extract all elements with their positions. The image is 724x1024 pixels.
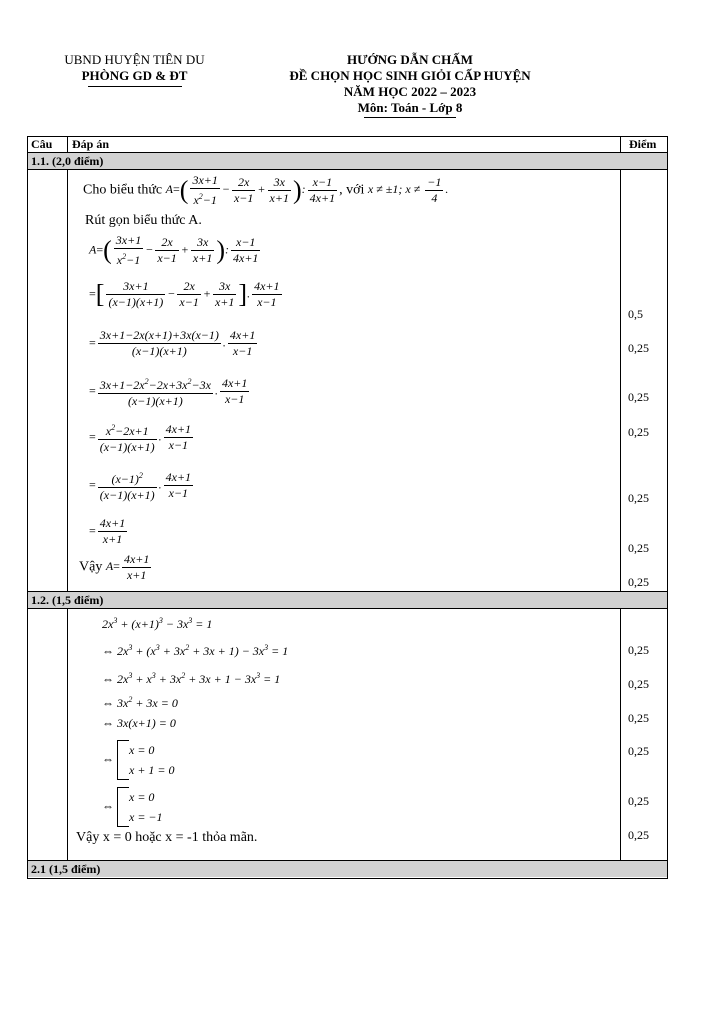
col-divider — [67, 169, 68, 592]
exam-name: ĐỀ CHỌN HỌC SINH GIỎI CẤP HUYỆN — [289, 68, 531, 83]
eq-step-1: $2x^3 + (x+1)^3 - 3x^3 = 1$ — [102, 616, 213, 631]
issuer-underline — [88, 86, 182, 87]
step-1-4: = $\frac{3x+1-2x^2-2x+3x^2-3x}{(x-1)(x+1)}$ . $\frac{4x+1}{x-1}$ — [89, 376, 248, 408]
step-1-7: = $\frac{4x+1}{x+1}$ — [89, 516, 126, 546]
eq-step-6: ⇔ x = 0 x + 1 = 0 — [102, 740, 175, 780]
issuer-block — [52, 52, 217, 87]
score: 0,25 — [628, 744, 649, 758]
col-divider — [620, 136, 621, 153]
step-1-1: A=( $\frac{3x+1}{x^2-1}$ − $\frac{2x}{x-1}$ + $\frac{3x}{x+1}$ ): $\frac{x-1}{4x+1}$ — [89, 233, 259, 267]
conclusion-expression: A= $\frac{4x+1}{x+1}$ — [105, 552, 150, 582]
score: 0,25 — [628, 575, 649, 589]
column-header-question: Câu — [31, 137, 53, 151]
step-1-2: =[ $\frac{3x+1}{(x-1)(x+1)}$ − $\frac{2x}{x-1}$ + $\frac{3x}{x+1}$ ]. $\frac{4x+1}{x-1}$ — [89, 279, 280, 309]
score: 0,25 — [628, 390, 649, 404]
step-1-5: = $\frac{x^2-2x+1}{(x-1)(x+1)}$ . $\frac{4x+1}{x-1}$ — [89, 422, 192, 454]
eq-step-3: ⇔ $2x^3 + x^3 + 3x^2 + 3x + 1 - 3x^3 = 1$ — [102, 671, 281, 686]
section-band-1-1 — [27, 153, 668, 169]
score: 0,25 — [628, 677, 649, 691]
column-header-answer: Đáp án — [72, 137, 110, 151]
score: 0,25 — [628, 794, 649, 808]
col-divider — [67, 136, 68, 153]
section-title: 2.1 (1,5 điểm) — [31, 862, 101, 876]
problem-statement — [83, 173, 448, 208]
condition-label: , với — [339, 182, 365, 198]
table-right-border — [667, 136, 668, 879]
section-title: 1.2. (1,5 điểm) — [31, 593, 104, 607]
table-top-border — [27, 136, 668, 137]
header-divider — [27, 152, 668, 153]
score: 0,25 — [628, 491, 649, 505]
subject-grade: Môn: Toán - Lớp 8 — [357, 100, 463, 115]
eq-step-5: ⇔ 3x(x+1) = 0 — [102, 716, 176, 730]
issuer-line-1: UBND HUYỆN TIÊN DU — [64, 52, 205, 67]
expression-a: A=( $\frac{3x+1}{x^2-1}$ − $\frac{2x}{x-1}$ + $\frac{3x}{x+1}$ ): $\frac{x-1}{4x+1}$ — [165, 173, 336, 207]
task-text: Rút gọn biểu thức A. — [85, 213, 202, 228]
score: 0,25 — [628, 643, 649, 657]
step-1-3: = $\frac{3x+1-2x(x+1)+3x(x-1)}{(x-1)(x+1)}$ . $\frac{4x+1}{x-1}$ — [89, 328, 256, 358]
table-bottom-border — [27, 878, 668, 879]
document-title: HƯỚNG DẪN CHẤM — [347, 52, 473, 67]
section-band-1-2 — [27, 592, 668, 608]
school-year: NĂM HỌC 2022 – 2023 — [343, 84, 477, 99]
step-1-6: = $\frac{(x-1)^2}{(x-1)(x+1)}$ . $\frac{4x+1}{x-1}$ — [89, 470, 192, 502]
eq-step-2: ⇔ $2x^3 + (x^3 + 3x^2 + 3x + 1) - 3x^3 = 1$ — [102, 643, 289, 658]
conclusion-1-2: Vậy x = 0 hoặc x = -1 thỏa mãn. — [76, 830, 258, 845]
column-header-score: Điểm — [629, 137, 657, 151]
conclusion-label: Vậy — [79, 559, 103, 575]
row-divider — [27, 608, 668, 609]
col-divider — [67, 608, 68, 861]
section-title: 1.1. (2,0 điểm) — [31, 154, 104, 168]
col-divider — [620, 608, 621, 861]
conclusion-1-1 — [79, 552, 153, 583]
score: 0,25 — [628, 341, 649, 355]
condition-expression: x ≠ ±1; x ≠ $\frac{-1}{4}$ . — [367, 175, 449, 205]
document-title-block — [260, 52, 560, 118]
eq-step-7: ⇔ x = 0 x = −1 — [102, 787, 163, 827]
row-divider — [27, 591, 668, 592]
score: 0,25 — [628, 425, 649, 439]
row-divider — [27, 169, 668, 170]
grading-table — [27, 136, 668, 879]
intro-text: Cho biểu thức — [83, 182, 163, 198]
score: 0,5 — [628, 307, 643, 321]
score: 0,25 — [628, 711, 649, 725]
eq-step-4: ⇔ $3x^2 + 3x = 0$ — [102, 695, 178, 710]
table-left-border — [27, 136, 28, 879]
issuer-line-2: PHÒNG GD & ĐT — [81, 68, 188, 83]
score: 0,25 — [628, 541, 649, 555]
score: 0,25 — [628, 828, 649, 842]
section-band-2-1 — [27, 861, 668, 877]
row-divider — [27, 860, 668, 861]
title-underline — [364, 117, 456, 118]
col-divider — [620, 169, 621, 592]
